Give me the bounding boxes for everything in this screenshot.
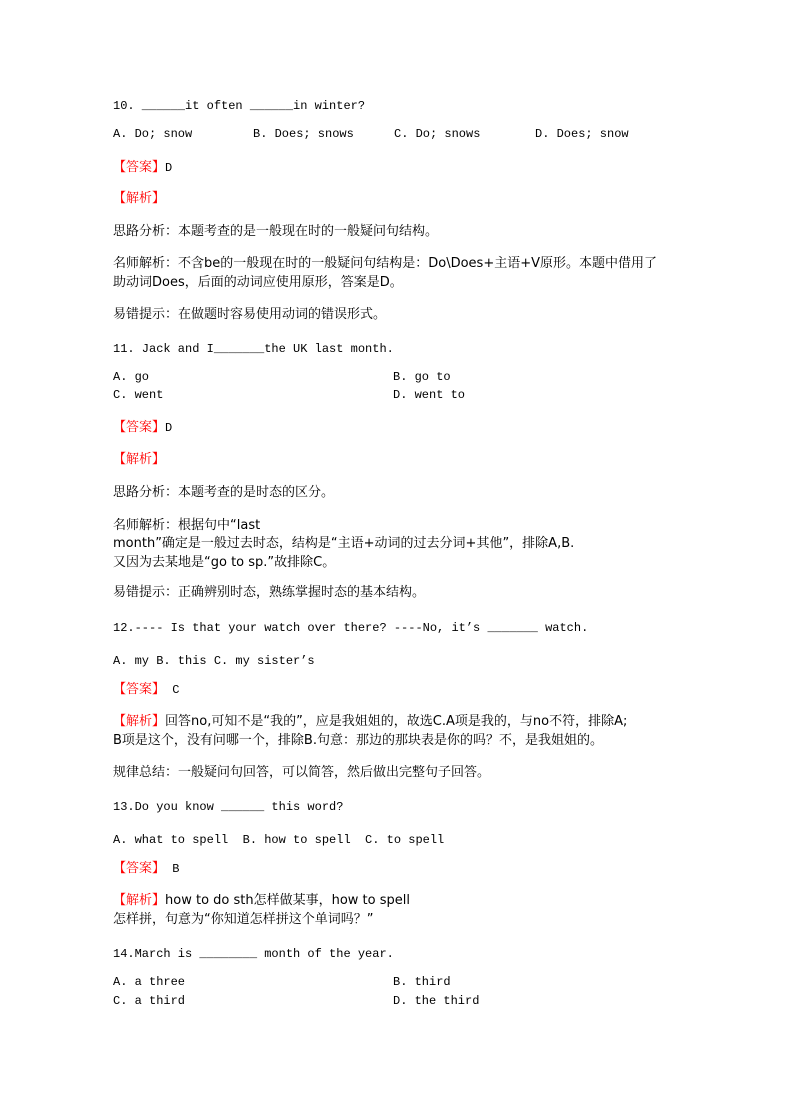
q10-silu: 思路分析：本题考查的是一般现在时的一般疑问句结构。 xyxy=(113,224,439,239)
q12-rule: 规律总结：一般疑问句回答，可以简答，然后做出完整句子回答。 xyxy=(113,765,491,780)
q10-option-c: C. Do; snows xyxy=(394,127,481,141)
q14-option-a: A. a three xyxy=(113,975,186,989)
analysis-label: 【解析】 xyxy=(113,893,166,908)
answer-value: D xyxy=(165,421,173,435)
q10-option-a: A. Do; snow xyxy=(113,127,193,141)
q12-answer xyxy=(113,681,179,699)
q10-question: 10. ______it often ______in winter? xyxy=(113,99,366,113)
q14-question: 14.March is ________ month of the year. xyxy=(113,947,394,961)
q11-option-c: C. went xyxy=(113,388,164,402)
q14-option-d: D. the third xyxy=(393,994,480,1008)
q11-question: 11. Jack and I_______the UK last month. xyxy=(113,342,394,356)
q11-option-a: A. go xyxy=(113,370,150,384)
q10-option-d: D. Does; snow xyxy=(535,127,629,141)
q12-options: A. my B. this C. my sister’s xyxy=(113,654,315,668)
answer-value: D xyxy=(165,161,173,175)
answer-label: 【答案】 xyxy=(113,160,166,175)
q10-mingshi-2: 助动词Does，后面的动词应使用原形，答案是D。 xyxy=(113,275,403,290)
q11-mingshi-2: month”确定是一般过去时态，结构是“主语+动词的过去分词+其他”，排除A,B. xyxy=(113,536,575,551)
answer-label: 【答案】 xyxy=(113,420,166,435)
q12-analysis-2: B项是这个，没有问哪一个，排除B.句意：那边的那块表是你的吗？不，是我姐姐的。 xyxy=(113,733,603,748)
q13-question: 13.Do you know ______ this word? xyxy=(113,800,344,814)
q11-mingshi-3: 又因为去某地是“go to sp.”故排除C。 xyxy=(113,555,336,570)
q13-analysis-2: 怎样拼，句意为“你知道怎样拼这个单词吗？” xyxy=(113,912,374,927)
q13-answer xyxy=(113,860,179,878)
q12-question: 12.---- Is that your watch over there? ----No, it’s _______ watch. xyxy=(113,621,589,635)
answer-value: B xyxy=(165,862,180,876)
q10-answer xyxy=(113,159,172,177)
q13-analysis-1 xyxy=(113,892,410,910)
analysis-label: 【解析】 xyxy=(113,714,166,729)
q10-yicuo: 易错提示：在做题时容易使用动词的错误形式。 xyxy=(113,307,387,322)
q11-answer xyxy=(113,419,172,437)
q11-option-b: B. go to xyxy=(393,370,451,384)
q11-mingshi-1: 名师解析：根据句中“last xyxy=(113,518,261,533)
q11-silu: 思路分析：本题考查的是时态的区分。 xyxy=(113,485,335,500)
q14-option-c: C. a third xyxy=(113,994,186,1008)
q10-mingshi-1: 名师解析：不含be的一般现在时的一般疑问句结构是：Do\Does+主语+V原形。本题中借用了 xyxy=(113,256,658,271)
analysis-label: 【解析】 xyxy=(113,452,166,467)
analysis-label: 【解析】 xyxy=(113,191,166,206)
answer-label: 【答案】 xyxy=(113,861,166,876)
q13-options: A. what to spell B. how to spell C. to spell xyxy=(113,833,445,847)
q14-option-b: B. third xyxy=(393,975,451,989)
analysis-text: how to do sth怎样做某事，how to spell xyxy=(165,893,410,908)
q11-option-d: D. went to xyxy=(393,388,466,402)
q10-option-b: B. Does; snows xyxy=(253,127,354,141)
answer-value: C xyxy=(165,683,180,697)
q12-analysis-1 xyxy=(113,713,627,731)
analysis-text: 回答no,可知不是“我的”，应是我姐姐的，故选C.A项是我的，与no不符，排除A; xyxy=(165,714,628,729)
answer-label: 【答案】 xyxy=(113,682,166,697)
q11-yicuo: 易错提示：正确辨别时态，熟练掌握时态的基本结构。 xyxy=(113,585,426,600)
